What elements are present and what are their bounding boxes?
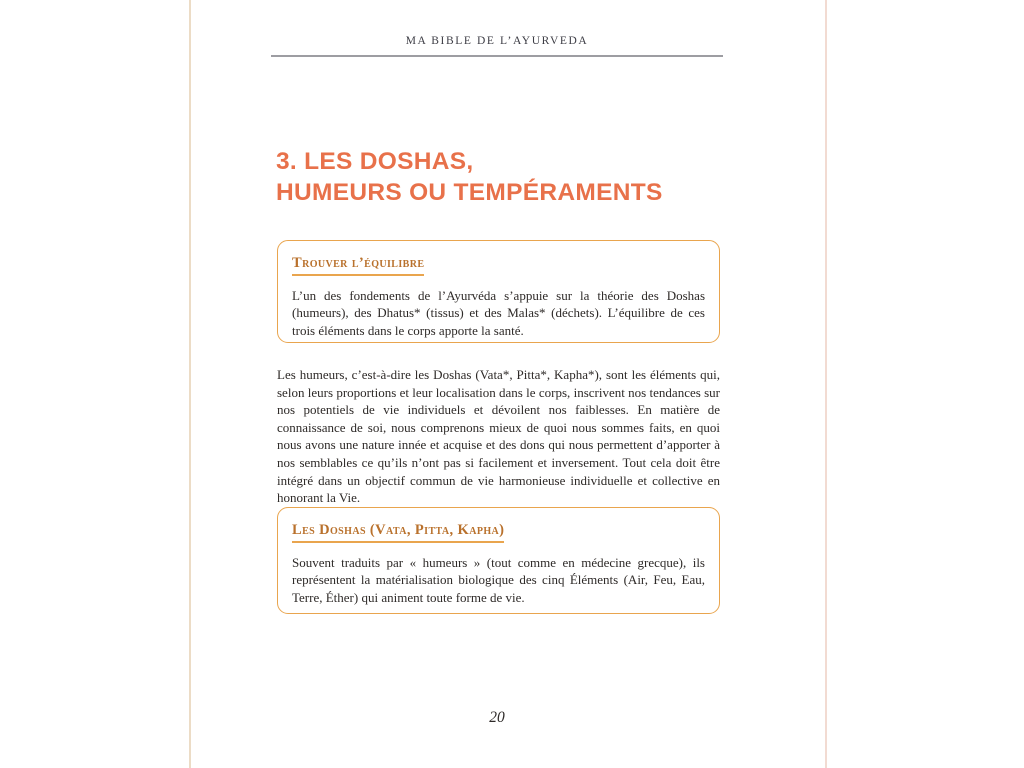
page-number: 20 [489, 709, 505, 726]
callout-trouver-equilibre-heading [292, 255, 705, 276]
callout-trouver-equilibre-heading-text: Trouver l’équilibre [292, 255, 424, 276]
callout-les-doshas-heading-text: Les Doshas (Vata, Pitta, Kapha) [292, 522, 504, 543]
callout-les-doshas [277, 507, 720, 614]
callout-les-doshas-body: Souvent traduits par « humeurs » (tout comme en médecine grecque), ils représentent la matérialisation biologique des cinq Éléments (Air, Feu, Eau, Terre, Éther) qui animent toute forme de vie. [292, 555, 705, 605]
callout-trouver-equilibre-body: L’un des fondements de l’Ayurvéda s’appuie sur la théorie des Doshas (humeurs), des Dhatus* (tissus) et des Malas* (déchets). L’équilibre de ces trois éléments dans le corps apporte la santé. [292, 288, 705, 338]
page-edge-right [825, 0, 827, 768]
chapter-title-line1: 3. LES DOSHAS, [276, 148, 474, 175]
running-header: MA BIBLE DE L’AYURVEDA [405, 35, 589, 47]
callout-trouver-equilibre [277, 240, 720, 343]
page-edge-left [189, 0, 191, 768]
chapter-title [276, 146, 736, 208]
callout-les-doshas-heading [292, 522, 705, 543]
chapter-title-line2: HUMEURS OU TEMPÉRAMENTS [276, 179, 663, 206]
main-paragraph: Les humeurs, c’est-à-dire les Doshas (Vata*, Pitta*, Kapha*), sont les éléments qui, selon leurs proportions et leur localisation dans le corps, inscrivent nos tendances sur nos potentiels de vie individuels et dévoilent nos faiblesses. En matière de connaissance de soi, nous comprenons mieux de quoi nous sommes faits, en quoi nous avons une nature innée et acquise et des dons qui nous permettent d’apporter à nos semblables ce qu’ils n’ont pas si facilement et inversement. Tout cela doit être intégré dans un objectif commun de vie harmonieuse individuelle et collective en honorant la Vie. [277, 367, 720, 506]
header-rule [271, 55, 723, 57]
